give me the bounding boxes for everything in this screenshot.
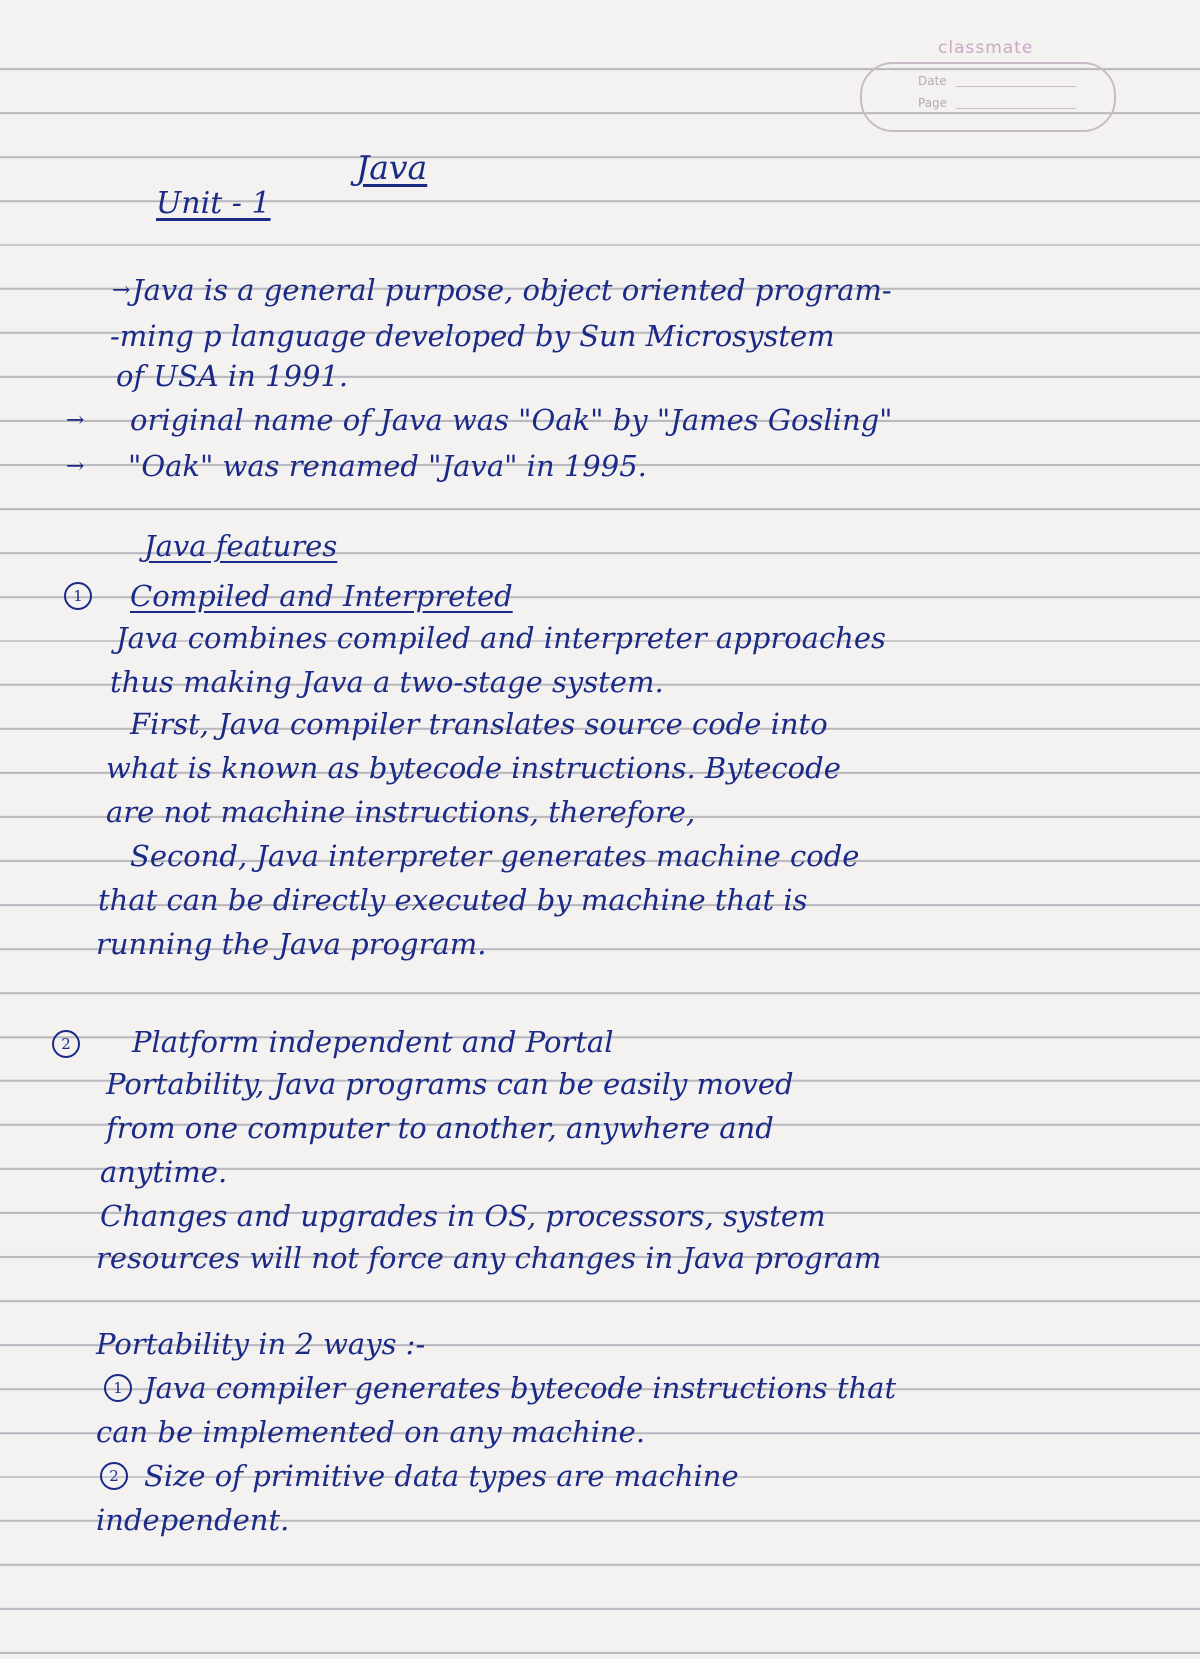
feature-number-1: 1 [64,582,92,610]
intro-line-4: original name of Java was "Oak" by "James Gosling" [130,403,893,437]
feature-1-title: Compiled and Interpreted [130,579,513,613]
feature-1-line: are not machine instructions, therefore, [106,795,696,829]
unit-heading: Unit - 1 [156,186,271,221]
feature-2-line: resources will not force any changes in Java program [96,1241,882,1275]
feature-1-line: that can be directly executed by machine that is [98,883,808,917]
feature-1-line: Second, Java interpreter generates machine code [130,839,860,873]
intro-line-2: -ming p language developed by Sun Microsystem [110,319,835,353]
feature-number-2: 2 [52,1030,80,1058]
arrow-bullet: → [66,454,85,479]
feature-1-line: thus making Java a two-stage system. [110,665,664,699]
brand-logo: classmate [938,38,1034,58]
portability-line: Java compiler generates bytecode instructions that [144,1371,897,1405]
page-title: Java [356,148,428,187]
arrow-bullet: → [66,408,85,433]
arrow-bullet: → [112,278,131,303]
portability-line: can be implemented on any machine. [96,1415,646,1449]
page-line [956,108,1076,109]
features-heading: Java features [144,529,338,563]
feature-2-line: anytime. [100,1155,228,1189]
page-label: Page [918,96,948,110]
portability-number-2: 2 [100,1462,128,1490]
intro-line-3: of USA in 1991. [116,359,349,393]
feature-2-line: Changes and upgrades in OS, processors, system [100,1199,826,1233]
feature-2-line: from one computer to another, anywhere and [106,1111,774,1145]
feature-1-line: Java combines compiled and interpreter approaches [116,621,886,655]
feature-2-line: Portability, Java programs can be easily moved [106,1067,794,1101]
portability-line: Size of primitive data types are machine [144,1459,739,1493]
date-line [956,86,1076,87]
feature-1-line: what is known as bytecode instructions. Bytecode [106,751,841,785]
portability-line: independent. [96,1503,290,1537]
date-label: Date [918,74,947,88]
portability-heading: Portability in 2 ways :- [96,1327,426,1361]
feature-1-line: running the Java program. [96,927,487,961]
date-page-box [860,62,1116,132]
feature-1-line: First, Java compiler translates source code into [130,707,828,741]
feature-2-title: Platform independent and Portal [132,1025,614,1059]
portability-number-1: 1 [104,1374,132,1402]
intro-line-5: "Oak" was renamed "Java" in 1995. [128,449,647,483]
intro-line-1: Java is a general purpose, object oriented program- [132,273,892,307]
